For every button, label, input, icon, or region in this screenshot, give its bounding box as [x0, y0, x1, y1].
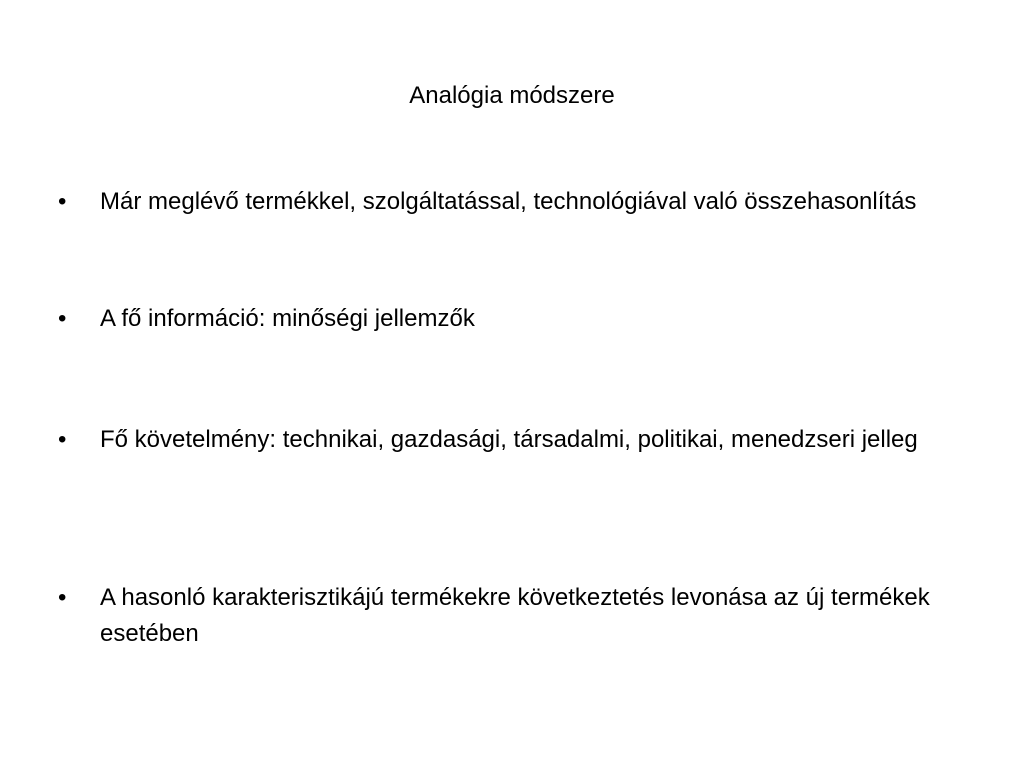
bullet-text: A hasonló karakterisztikájú termékekre következtetés levonása az új termékek esetében	[100, 584, 930, 647]
bullet-text: A fő információ: minőségi jellemzők	[100, 305, 475, 332]
bullet-item	[58, 184, 978, 220]
bullet-text: Fő követelmény: technikai, gazdasági, társadalmi, politikai, menedzseri jelleg	[100, 426, 918, 453]
bullet-icon: •	[58, 584, 67, 611]
bullet-item	[58, 580, 978, 652]
bullet-icon: •	[58, 426, 67, 453]
slide-title: Analógia módszere	[409, 82, 615, 109]
bullet-text: Már meglévő termékkel, szolgáltatással, technológiával való összehasonlítás	[100, 188, 917, 215]
bullet-icon: •	[58, 305, 67, 332]
bullet-item	[58, 301, 978, 337]
bullet-icon: •	[58, 188, 67, 215]
bullet-item	[58, 422, 978, 458]
